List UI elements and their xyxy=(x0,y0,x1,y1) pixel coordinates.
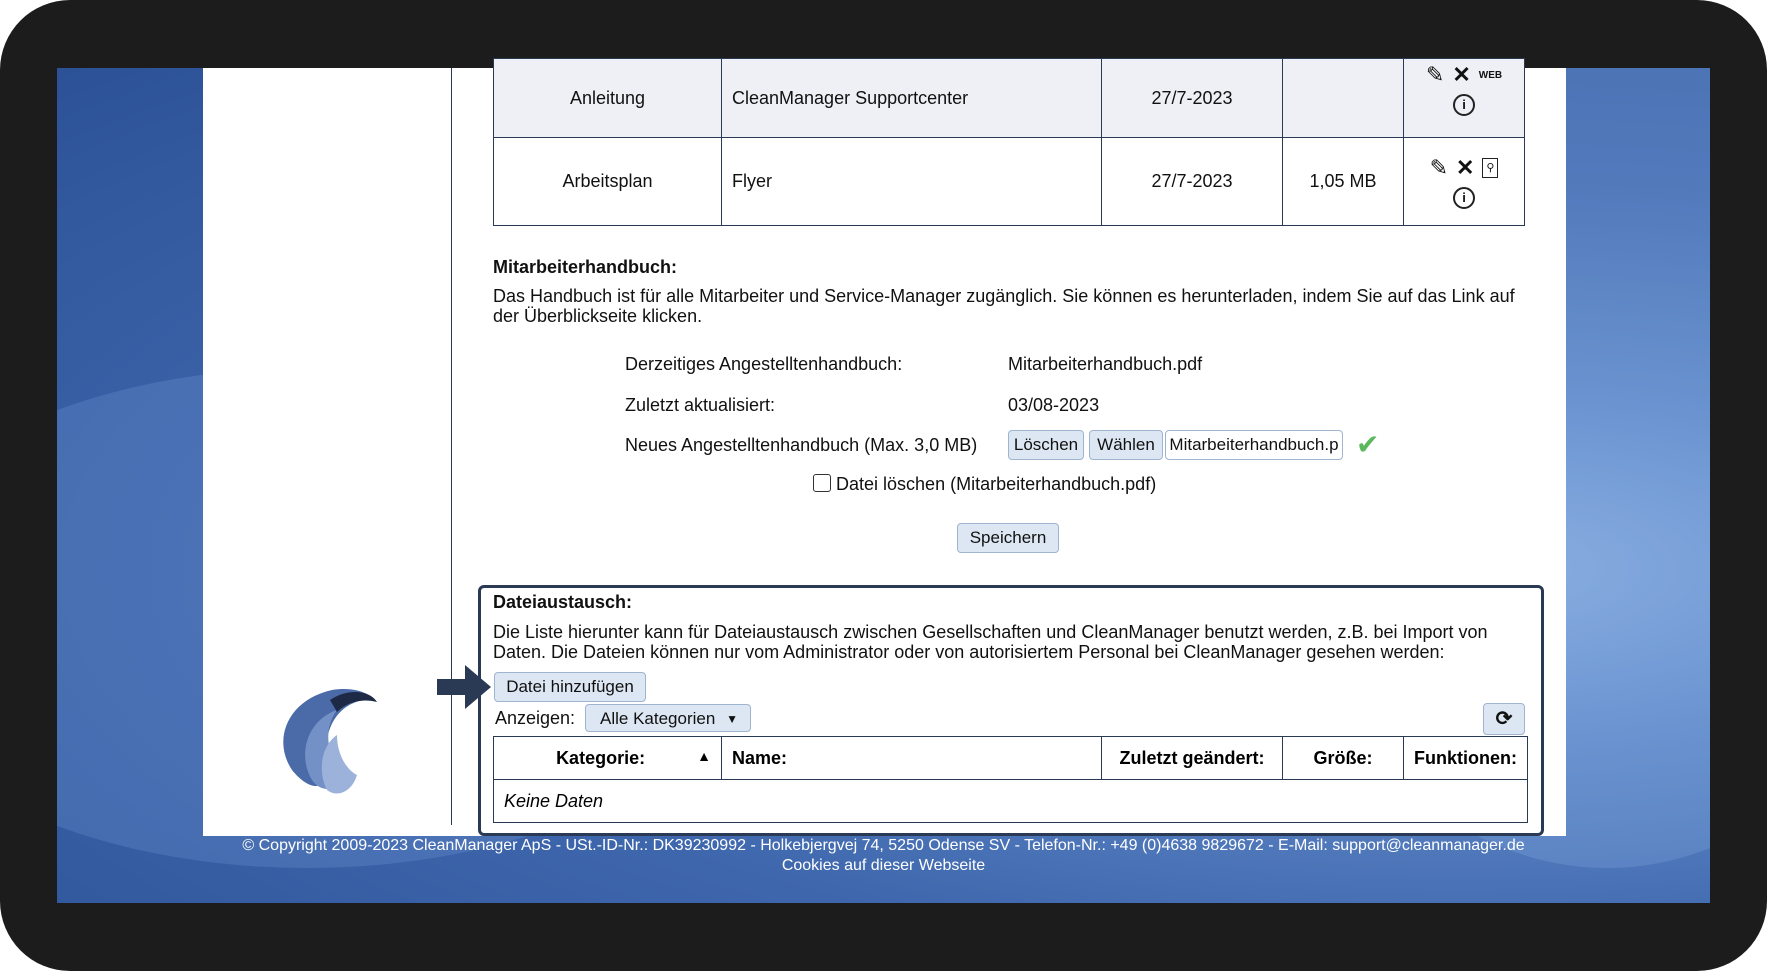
handbook-description: Das Handbuch ist für alle Mitarbeiter und Service-Manager zugänglich. Sie können es herunterladen, indem Sie auf das Link auf der Überblickseite klicken. xyxy=(493,286,1515,326)
delete-file-checkbox-row xyxy=(813,474,1156,495)
exchange-title: Dateiaustausch: xyxy=(493,592,633,612)
row-date: 27/7-2023 xyxy=(1102,138,1283,226)
delete-icon[interactable]: ✕ xyxy=(1452,62,1471,87)
exchange-description: Die Liste hierunter kann für Dateiaustausch zwischen Gesellschaften und CleanManager benutzt werden, z.B. bei Import von Daten. Die Dateien können nur vom Administrator oder von autorisiertem Personal bei CleanManager gesehen werden: xyxy=(493,622,1488,662)
empty-message: Keine Daten xyxy=(494,780,1528,823)
category-select-value: Alle Kategorien xyxy=(600,709,716,728)
edit-icon[interactable]: ✎ xyxy=(1429,154,1448,180)
info-icon[interactable]: i xyxy=(1453,187,1475,209)
delete-file-checkbox[interactable] xyxy=(813,474,831,492)
row-name: CleanManager Supportcenter xyxy=(722,59,1102,138)
table-row xyxy=(494,59,1525,138)
edit-icon[interactable]: ✎ xyxy=(1425,62,1445,87)
row-name: Flyer xyxy=(722,138,1102,226)
table-row xyxy=(494,138,1525,226)
updated-label: Zuletzt aktualisiert: xyxy=(625,395,776,415)
table-row xyxy=(494,780,1528,823)
header-category-label: Kategorie: xyxy=(556,747,646,768)
checkmark-icon: ✔ xyxy=(1356,429,1380,460)
row-category: Anleitung xyxy=(494,59,722,138)
cleanmanager-logo xyxy=(252,660,402,810)
info-icon[interactable]: i xyxy=(1453,94,1475,116)
updated-value: 03/08-2023 xyxy=(1008,395,1100,415)
refresh-icon[interactable]: ⟳ xyxy=(1483,703,1525,735)
delete-file-label: Datei löschen (Mitarbeiterhandbuch.pdf) xyxy=(836,474,1157,494)
document-table xyxy=(493,58,1525,226)
row-size xyxy=(1283,59,1404,138)
chevron-down-icon: ▼ xyxy=(726,712,738,726)
header-changed[interactable]: Zuletzt geändert: xyxy=(1102,737,1283,780)
current-handbook-label: Derzeitiges Angestelltenhandbuch: xyxy=(625,354,903,374)
header-functions: Funktionen: xyxy=(1404,737,1528,780)
row-functions xyxy=(1404,138,1525,226)
cookies-link[interactable]: Cookies auf dieser Webseite xyxy=(781,857,986,874)
category-select[interactable] xyxy=(585,704,751,732)
row-size: 1,05 MB xyxy=(1283,138,1404,226)
header-name[interactable]: Name: xyxy=(722,737,1102,780)
table-header-row xyxy=(494,737,1528,780)
web-icon[interactable]: WEB xyxy=(1478,69,1503,81)
preview-icon[interactable]: ⚲ xyxy=(1482,158,1498,178)
current-handbook-value: Mitarbeiterhandbuch.pdf xyxy=(1008,354,1203,374)
sort-asc-icon: ▲ xyxy=(697,747,711,764)
delete-icon[interactable]: ✕ xyxy=(1456,154,1475,180)
row-functions xyxy=(1404,59,1525,138)
save-button[interactable]: Speichern xyxy=(957,523,1059,553)
file-name-field[interactable]: Mitarbeiterhandbuch.p xyxy=(1165,430,1343,460)
add-file-button[interactable]: Datei hinzufügen xyxy=(494,672,646,702)
arrow-right-icon xyxy=(437,663,493,711)
delete-button[interactable]: Löschen xyxy=(1008,430,1084,460)
sidebar-divider xyxy=(451,68,452,825)
copyright-text: © Copyright 2009-2023 CleanManager ApS - USt.-ID-Nr.: DK39230992 - Holkebjergvej 74, 5250 Odense SV - Telefon-Nr.: +49 (0)4638 9829672 - E-Mail: support@cleanmanager.de xyxy=(242,837,1525,854)
header-size[interactable]: Größe: xyxy=(1283,737,1404,780)
show-label: Anzeigen: xyxy=(495,708,576,728)
handbook-title: Mitarbeiterhandbuch: xyxy=(493,257,678,277)
new-handbook-label: Neues Angestelltenhandbuch (Max. 3,0 MB) xyxy=(625,435,978,455)
row-category: Arbeitsplan xyxy=(494,138,722,226)
choose-button[interactable]: Wählen xyxy=(1089,430,1163,460)
exchange-table xyxy=(493,736,1528,823)
footer xyxy=(57,836,1710,876)
row-date: 27/7-2023 xyxy=(1102,59,1283,138)
header-category[interactable] xyxy=(494,737,722,780)
